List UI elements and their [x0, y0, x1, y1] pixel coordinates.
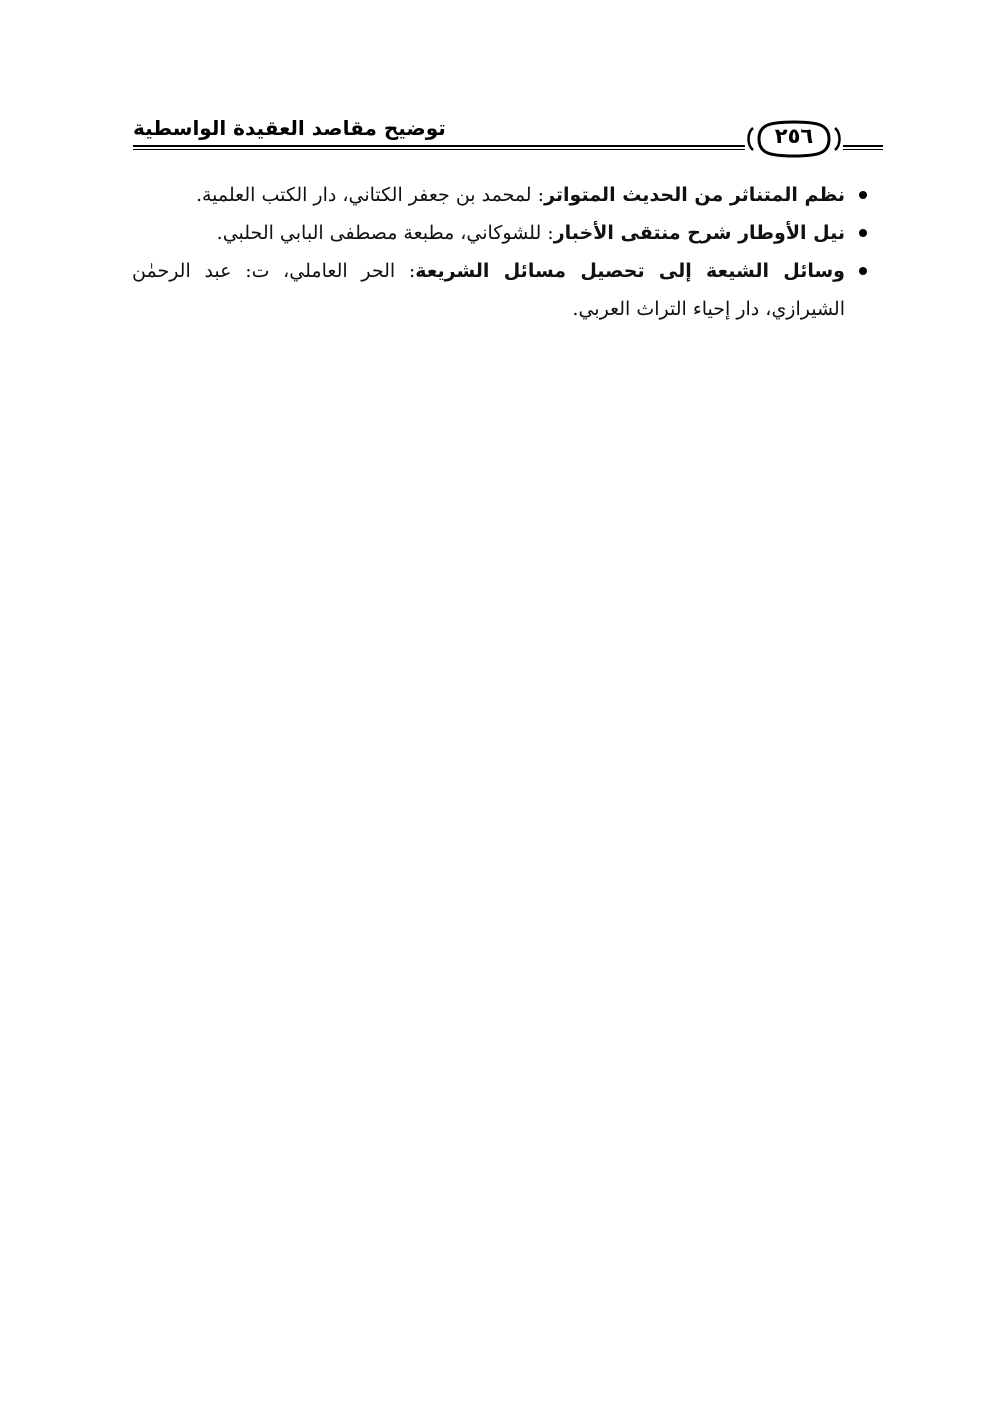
reference-detail: الحر العاملي، ت: عبد الرحمٰن الشيرازي، دار إحياء التراث العربي. [132, 260, 845, 320]
separator: : [537, 184, 545, 206]
header-rule-thin [133, 149, 745, 150]
references-list [132, 176, 872, 328]
reference-title: نيل الأوطار شرح منتقى الأخبار [553, 222, 845, 244]
list-item [132, 214, 872, 252]
header-rule-right [843, 145, 883, 147]
list-item [132, 252, 872, 328]
bullet-icon [859, 267, 867, 275]
separator: : [408, 260, 416, 282]
bullet-icon [859, 229, 867, 237]
references-list-section [132, 176, 872, 328]
reference-detail: للشوكاني، مطبعة مصطفى البابي الحلبي. [216, 222, 542, 244]
book-title: توضيح مقاصد العقيدة الواسطية [133, 116, 446, 140]
reference-title: نظم المتناثر من الحديث المتواتر [544, 184, 845, 206]
page-number: ٢٥٦ [774, 124, 814, 148]
list-item [132, 176, 872, 214]
header-rule [133, 145, 745, 147]
separator: : [547, 222, 554, 244]
bullet-icon [859, 191, 867, 199]
header-rule-right-thin [843, 149, 883, 150]
running-header [125, 108, 885, 158]
reference-detail: لمحمد بن جعفر الكتاني، دار الكتب العلمية. [195, 184, 532, 206]
reference-title: وسائل الشيعة إلى تحصيل مسائل الشريعة [415, 260, 845, 282]
